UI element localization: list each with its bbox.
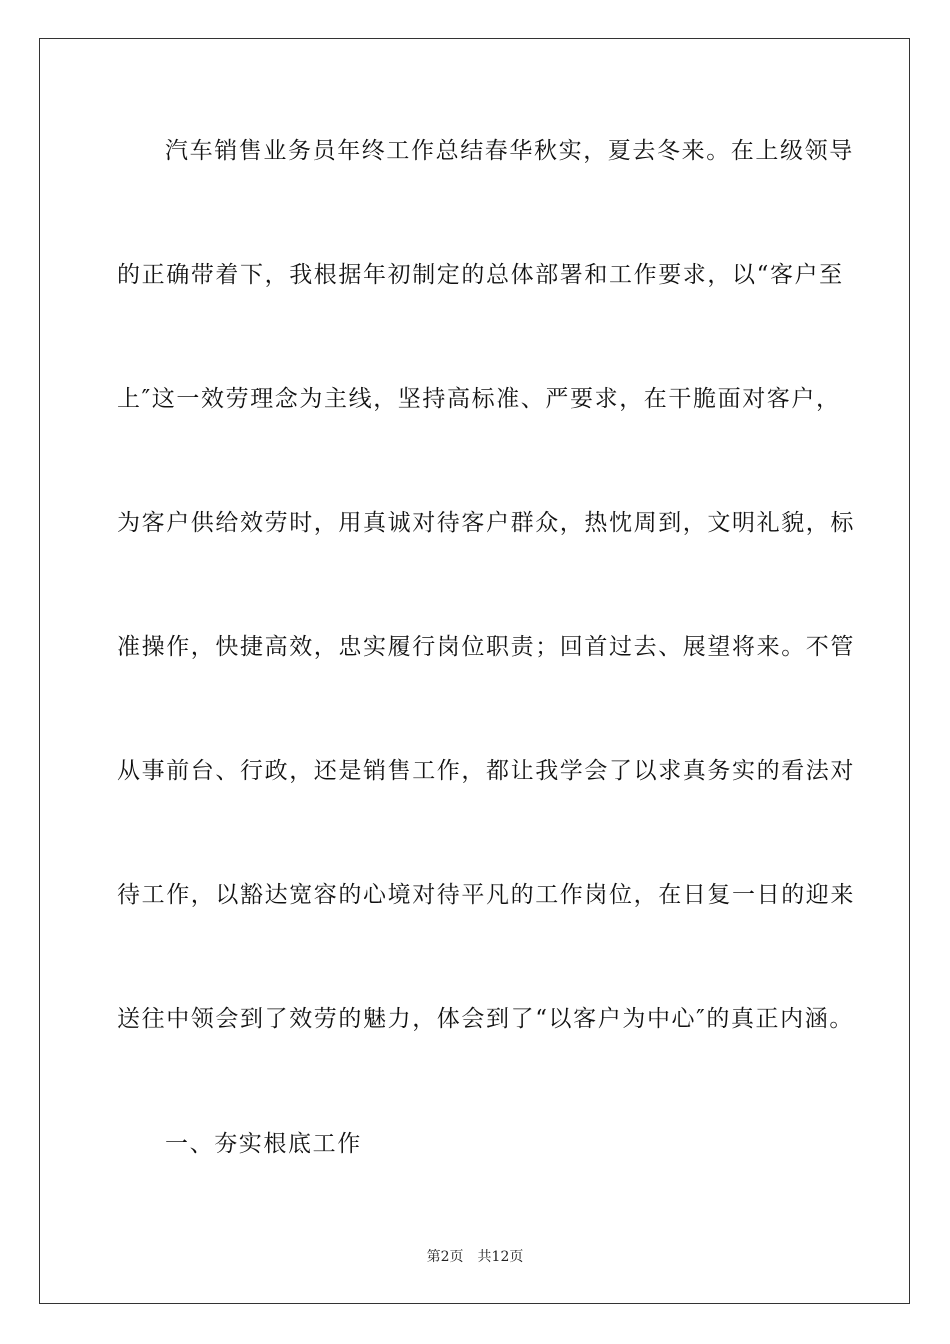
paragraph-line: 送往中领会到了效劳的魅力，体会到了“以客户为中心″的真正内涵。 [117, 1006, 854, 1032]
paragraph-line: 准操作，快捷高效，忠实履行岗位职责；回首过去、展望将来。不管 [117, 634, 855, 660]
body-paragraph [117, 128, 855, 1120]
paragraph-line: 为客户供给效劳时，用真诚对待客户群众，热忱周到，文明礼貌，标 [117, 510, 855, 536]
paragraph-line: 汽车销售业务员年终工作总结春华秋实，夏去冬来。在上级领导 [165, 138, 854, 164]
page-footer [0, 1247, 950, 1267]
section-heading: 一、夯实根底工作 [165, 1131, 362, 1157]
paragraph-line: 待工作，以豁达宽容的心境对待平凡的工作岗位，在日复一日的迎来 [117, 882, 855, 908]
page-number: 第2页 [426, 1249, 464, 1265]
page-total: 共12页 [477, 1249, 524, 1265]
paragraph-line: 上″这一效劳理念为主线，坚持高标准、严要求，在干脆面对客户， [117, 386, 841, 412]
paragraph-line: 从事前台、行政，还是销售工作，都让我学会了以求真务实的看法对 [117, 758, 855, 784]
paragraph-line: 的正确带着下，我根据年初制定的总体部署和工作要求，以“客户至 [117, 262, 844, 288]
